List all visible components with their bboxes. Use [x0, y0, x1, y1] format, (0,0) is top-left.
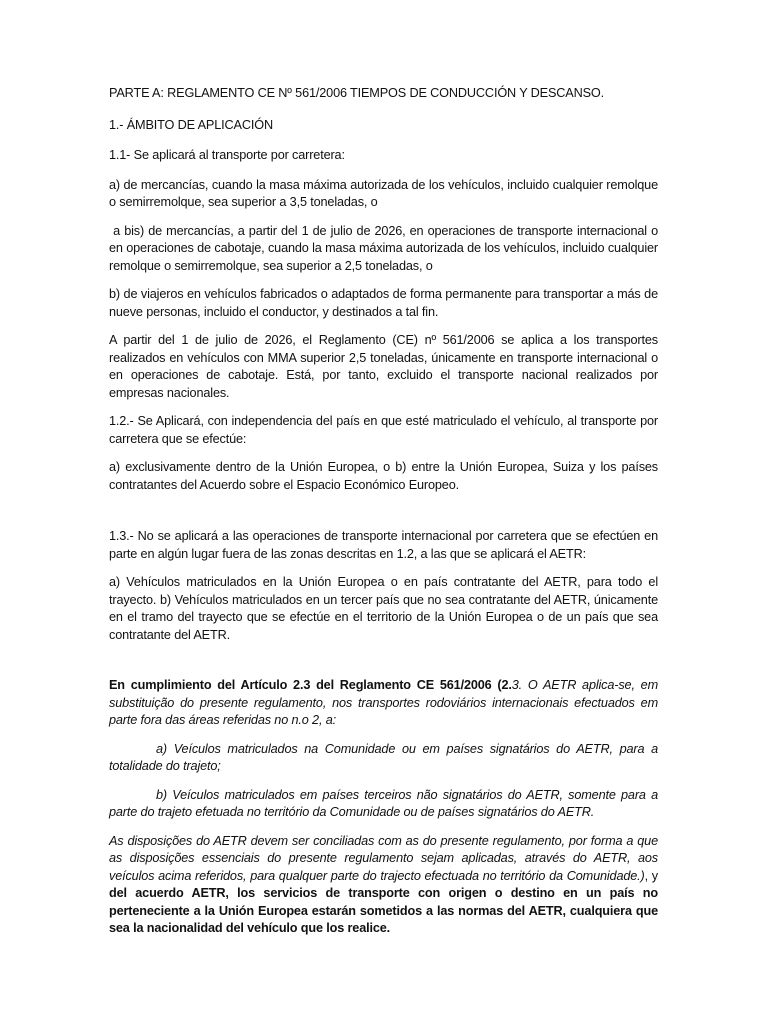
pt-item-a-text: a) Veículos matriculados na Comunidade ou em países signatários do AETR, para a totalidade do trajeto;: [109, 741, 658, 773]
document-title: PARTE A: REGLAMENTO CE Nº 561/2006 TIEMPOS DE CONDUCCIÓN Y DESCANSO.: [109, 86, 605, 100]
paragraph-1-2-a: a) exclusivamente dentro de la Unión Europea, o b) entre la Unión Europea, Suiza y los países contratantes del Acuerdo sobre el Espacio Económico Europeo.: [109, 460, 658, 492]
compliance-bold-text: En cumplimiento del Artículo 2.3 del Reglamento CE 561/2006 (2.: [109, 678, 512, 692]
paragraph-item-b: b) de viajeros en vehículos fabricados o adaptados de forma permanente para transportar a más de nueve personas, incluido el conductor, y destinados a tal fin.: [109, 287, 658, 319]
pt-closing-italic-text: As disposições do AETR devem ser conciliadas com as do presente regulamento, por forma a que as disposições essenciais do presente regulamento sejam aplicadas, através do AETR, aos veículos acima referidos, para qualquer parte do trajecto efectuada no território da Comunidade.): [109, 833, 658, 883]
paragraph-pt-item-a: [109, 741, 658, 776]
section-heading-1: 1.- ÁMBITO DE APLICACIÓN: [109, 117, 273, 132]
paragraph-2026: A partir del 1 de julio de 2026, el Reglamento (CE) nº 561/2006 se aplica a los transportes realizados en vehículos con MMA superior 2,5 toneladas, únicamente en transporte internacional o en operaciones de cabotaje. Está, por tanto, excluido el transporte nacional realizados por empresas nacionales.: [109, 333, 658, 400]
section-heading-1-3: 1.3.- No se aplicará a las operaciones de transporte internacional por carretera que se efectúen en parte en algún lugar fuera de las zonas descritas en 1.2, a las que se aplicará el AETR:: [109, 529, 658, 561]
paragraph-pt-closing: [109, 833, 662, 938]
pt-closing-bold-text: del acuerdo AETR, los servicios de transporte con origen o destino en un país no perteneciente a la Unión Europea estarán sometidos a las normas del AETR, cualquiera que sea la nacionalidad del vehículo que los realice.: [109, 886, 658, 935]
section-heading-1-2: 1.2.- Se Aplicará, con independencia del país en que esté matriculado el vehículo, al transporte por carretera que se efectúe:: [109, 414, 658, 446]
paragraph-compliance: [109, 677, 658, 730]
document-body: [109, 85, 662, 938]
paragraph-1-3-items: a) Vehículos matriculados en la Unión Europea o en país contratante del AETR, para todo el trayecto. b) Vehículos matriculados en un tercer país que no sea contratante del AETR, únicamente en el tramo del trayecto que se efectúe en el territorio de la Unión Europea o de un país que sea contratante del AETR.: [109, 575, 658, 642]
section-heading-1-1: 1.1- Se aplicará al transporte por carretera:: [109, 148, 345, 162]
pt-closing-comma: , y: [644, 868, 662, 883]
compliance-italic-text: 3. O AETR aplica-se, em substituição do presente regulamento, nos transportes rodoviários internacionais efectuados em parte fora das áreas referidas no n.o 2, a:: [109, 678, 658, 727]
paragraph-item-a: a) de mercancías, cuando la masa máxima autorizada de los vehículos, incluido cualquier remolque o semirremolque, sea superior a 3,5 toneladas, o: [109, 177, 658, 209]
pt-item-b-text: b) Veículos matriculados em países terceiros não signatários do AETR, somente para a parte do trajeto efetuada no território da Comunidade ou de países signatários do AETR.: [109, 787, 658, 819]
paragraph-pt-item-b: [109, 787, 658, 822]
paragraph-item-a-bis: a bis) de mercancías, a partir del 1 de julio de 2026, en operaciones de transporte internacional o en operaciones de cabotaje, cuando la masa máxima autorizada de los vehículos, incluido cualquier remolque o semirremolque, sea superior a 2,5 toneladas, o: [109, 223, 662, 273]
